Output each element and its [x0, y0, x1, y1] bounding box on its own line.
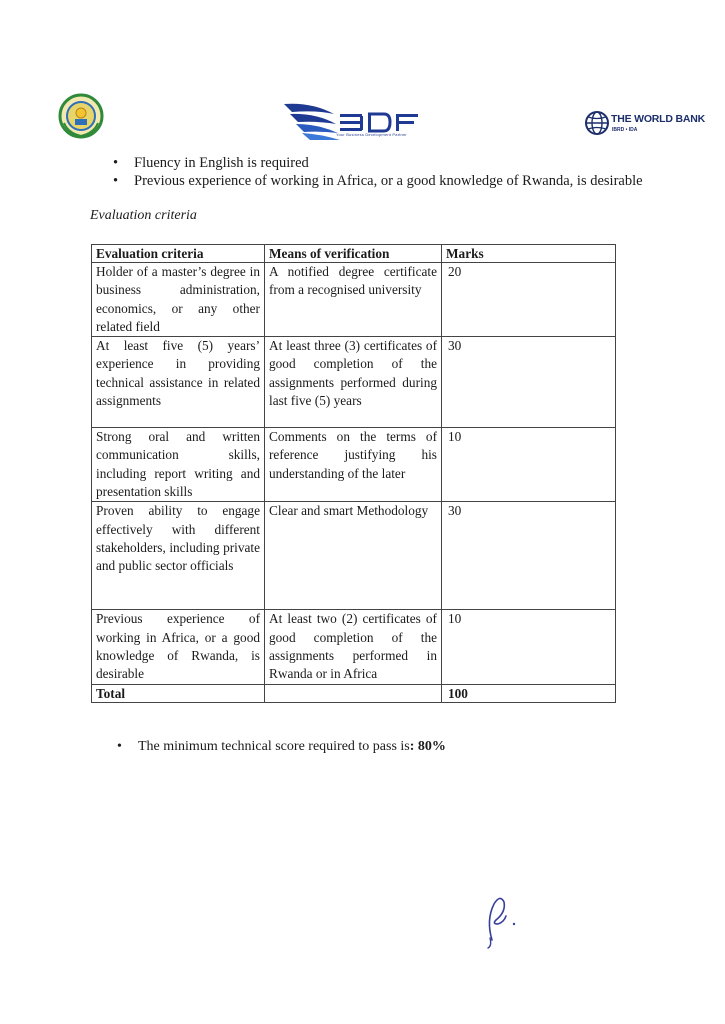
table-row: [92, 502, 616, 610]
bullet-text: Fluency in English is required: [134, 155, 309, 171]
total-empty-cell: [265, 685, 442, 703]
column-header-marks: Marks: [442, 245, 616, 263]
verification-cell: At least three (3) certificates of good completion of the assignments performed during last five (5) years: [265, 337, 442, 428]
verification-cell: At least two (2) certificates of good completion of the assignments performed in Rwanda or in Africa: [265, 610, 442, 685]
table-row: [92, 428, 616, 502]
rwanda-coat-of-arms-icon: [58, 93, 104, 139]
criteria-cell: Strong oral and written communication skills, including report writing and presentation skills: [92, 428, 265, 502]
total-label: Total: [92, 685, 265, 703]
section-heading: Evaluation criteria: [90, 208, 197, 223]
verification-cell: Comments on the terms of reference justifying his understanding of the later: [265, 428, 442, 502]
marks-cell: 20: [442, 263, 616, 337]
criteria-cell: Proven ability to engage effectively with different stakeholders, including private and public sector officials: [92, 502, 265, 610]
criteria-cell: Previous experience of working in Africa, or a good knowledge of Rwanda, is desirable: [92, 610, 265, 685]
pass-score-value: : 80%: [409, 739, 446, 754]
marks-cell: 10: [442, 610, 616, 685]
marks-cell: 30: [442, 502, 616, 610]
criteria-cell: At least five (5) years’ experience in providing technical assistance in related assignments: [92, 337, 265, 428]
bullet-dot-icon: •: [113, 173, 119, 189]
pass-score-label: The minimum technical score required to pass is: [138, 739, 410, 754]
column-header-criteria: Evaluation criteria: [92, 245, 265, 263]
bullet-text: Previous experience of working in Africa, or a good knowledge of Rwanda, is desirable: [134, 173, 643, 189]
bullet-dot-icon: •: [113, 155, 119, 171]
marks-cell: 10: [442, 428, 616, 502]
column-header-verification: Means of verification: [265, 245, 442, 263]
table-row: [92, 337, 616, 428]
world-bank-subtitle: IBRD • IDA: [612, 127, 638, 133]
verification-cell: A notified degree certificate from a recognised university: [265, 263, 442, 337]
marks-cell: 30: [442, 337, 616, 428]
evaluation-table: [91, 244, 616, 703]
total-marks: 100: [442, 685, 616, 703]
table-header-row: [92, 245, 616, 263]
bdf-tagline: Your Business Development Partner: [336, 132, 407, 137]
world-bank-title: THE WORLD BANK: [611, 113, 706, 125]
total-row: [92, 685, 616, 703]
verification-cell: Clear and smart Methodology: [265, 502, 442, 610]
bdf-logo-icon: [282, 100, 422, 146]
bullet-dot-icon: •: [117, 739, 122, 754]
criteria-cell: Holder of a master’s degree in business administration, economics, or any other related field: [92, 263, 265, 337]
table-row: [92, 263, 616, 337]
handwritten-signature: [478, 890, 528, 950]
bullet-text: [138, 738, 446, 756]
table-row: [92, 610, 616, 685]
